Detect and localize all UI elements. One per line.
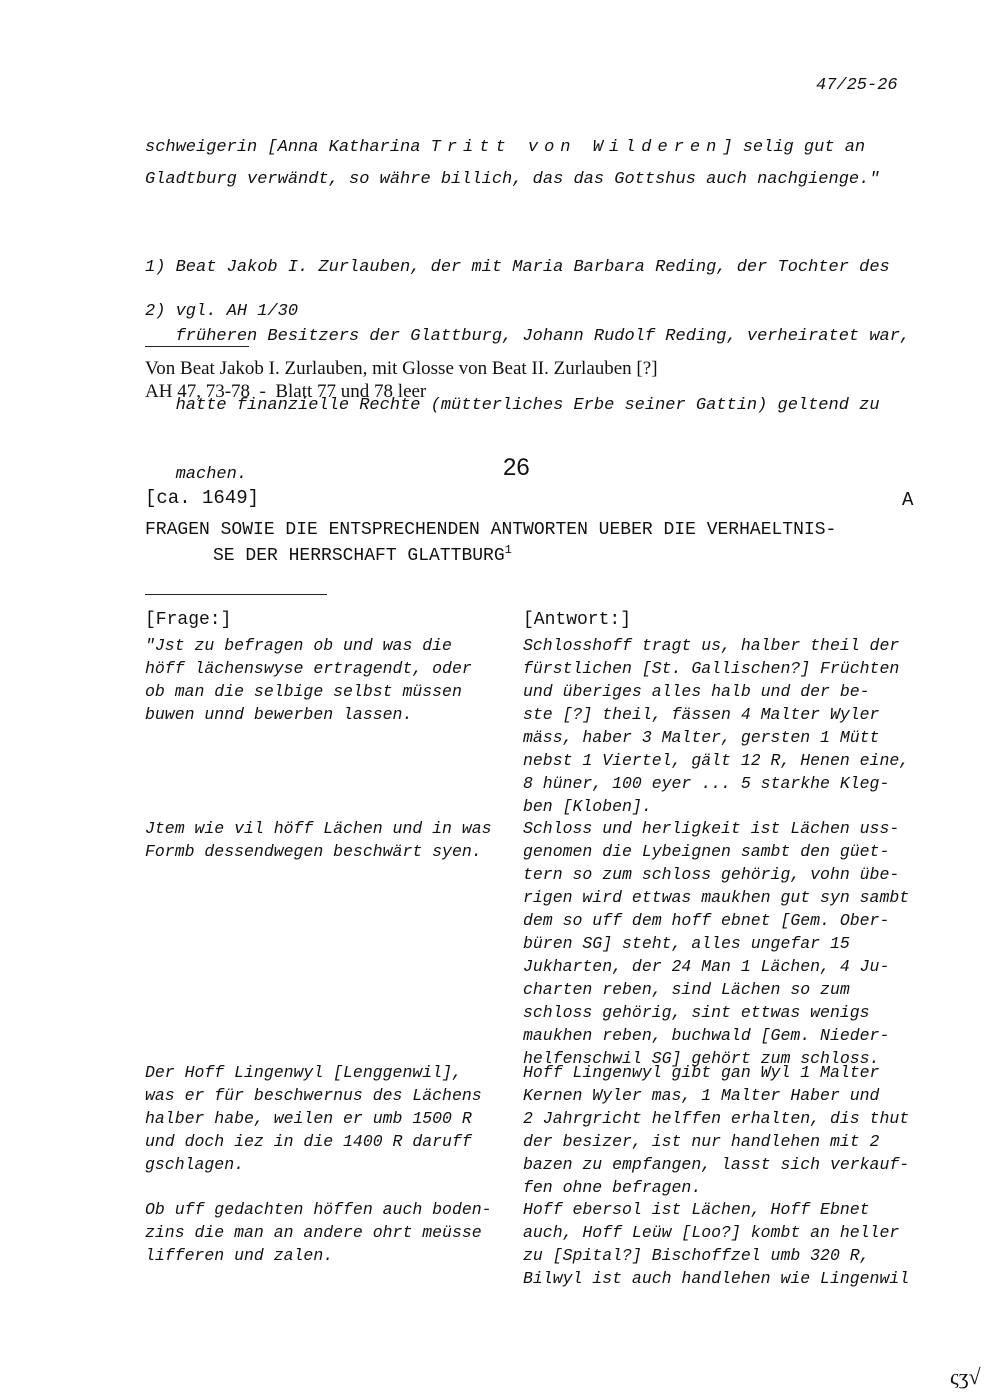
document-heading-line-2	[213, 543, 512, 566]
quote-text: schweigerin [Anna Katharina	[145, 138, 431, 157]
answer-2: Schloss und herligkeit ist Lächen uss- genomen die Lybeignen sambt den güet- tern so zum schloss gehörig, vohn übe- rigen wird ettwas maukhen gut syn sambt dem so uff dem hoff ebnet [Gem. Ober- büren SG] steht, alles ungefar 15 Jukharten, der 24 Man 1 Lächen, 4 Ju- charten reben, sind Lächen so zum schloss gehörig, sint ettwas wenigs maukhen reben, buchwald [Gem. Nieder- helfenschwil SG] gehört zum schloss.	[523, 819, 910, 1068]
document-heading-line-1: FRAGEN SOWIE DIE ENTSPRECHENDEN ANTWORTEN UEBER DIE VERHAELTNIS-	[145, 520, 837, 540]
question-column-header: [Frage:]	[145, 610, 232, 630]
question-2: Jtem wie vil höff Lächen und in was Formb dessendwegen beschwärt syen.	[145, 819, 492, 861]
corner-handwritten-mark: ςʒ√	[950, 1364, 981, 1389]
question-3: Der Hoff Lingenwyl [Lenggenwil], was er für beschwernus des Lächens halber habe, weilen er umb 1500 R und doch iez in die 1400 R daruff gschlagen.	[145, 1063, 482, 1174]
footnote-1-line: hatte finanzielle Rechte (mütterliches Erbe seiner Gattin) geltend zu	[145, 396, 880, 415]
question-1: "Jst zu befragen ob und was die höff lächenswyse ertragendt, oder ob man die selbige selbst müssen buwen unnd bewerben lassen.	[145, 636, 472, 724]
quote-line-1	[145, 138, 865, 157]
answer-column-header: [Antwort:]	[523, 610, 632, 630]
document-date: [ca. 1649]	[145, 487, 260, 509]
heading-text: SE DER HERRSCHAFT GLATTBURG	[213, 546, 505, 566]
document-number: 26	[503, 454, 530, 481]
question-4: Ob uff gedachten höffen auch boden- zins die man an andere ohrt meüsse lifferen und zalen.	[145, 1200, 492, 1265]
source-line-2: AH 47, 73-78 - Blatt 77 und 78 leer	[145, 381, 427, 402]
quote-text-end: ] selig gut an	[722, 138, 866, 157]
footnote-divider	[145, 346, 249, 347]
document-type-letter: A	[902, 489, 914, 511]
answer-4: Hoff ebersol ist Lächen, Hoff Ebnet auch, Hoff Leüw [Loo?] kombt an heller zu [Spital?] Bischoffzel umb 320 R, Bilwyl ist auch handlehen wie Lingenwil	[523, 1200, 910, 1288]
footnote-marker: 1	[504, 543, 512, 557]
spaced-word-von: von	[511, 138, 593, 157]
answer-3: Hoff Lingenwyl gibt gan Wyl 1 Malter Kernen Wyler mas, 1 Malter Haber und 2 Jahrgricht helffen erhalten, dis thut der besizer, ist nur handlehen mit 2 bazen zu empfangen, lasst sich verkauf- fen ohne befragen.	[523, 1063, 910, 1197]
quote-line-2: Gladtburg verwändt, so währe billich, das das Gottshus auch nachgienge."	[145, 170, 880, 189]
spaced-name-wilderen: Wilderen	[592, 138, 723, 157]
answer-1: Schlosshoff tragt us, halber theil der fürstlichen [St. Gallischen?] Früchten und überiges alles halb und der be- ste [?] theil, fässen 4 Malter Wyler mäss, haber 3 Malter, gersten 1 Mütt nebst 1 Viertel, gält 12 R, Henen eine, 8 hüner, 100 eyer ... 5 starkhe Kleg- ben [Kloben].	[523, 636, 910, 816]
footnote-1-line: früheren Besitzers der Glattburg, Johann Rudolf Reding, verheiratet war,	[145, 327, 911, 346]
heading-divider	[145, 594, 327, 595]
footnote-2: 2) vgl. AH 1/30	[145, 302, 299, 321]
spaced-name-tritt: Tritt	[430, 138, 512, 157]
footnote-1-line: machen.	[145, 465, 248, 484]
source-line-1: Von Beat Jakob I. Zurlauben, mit Glosse von Beat II. Zurlauben [?]	[145, 358, 658, 379]
page-reference: 47/25-26	[816, 76, 898, 95]
footnote-1-line: 1) Beat Jakob I. Zurlauben, der mit Maria Barbara Reding, der Tochter des	[145, 258, 890, 277]
